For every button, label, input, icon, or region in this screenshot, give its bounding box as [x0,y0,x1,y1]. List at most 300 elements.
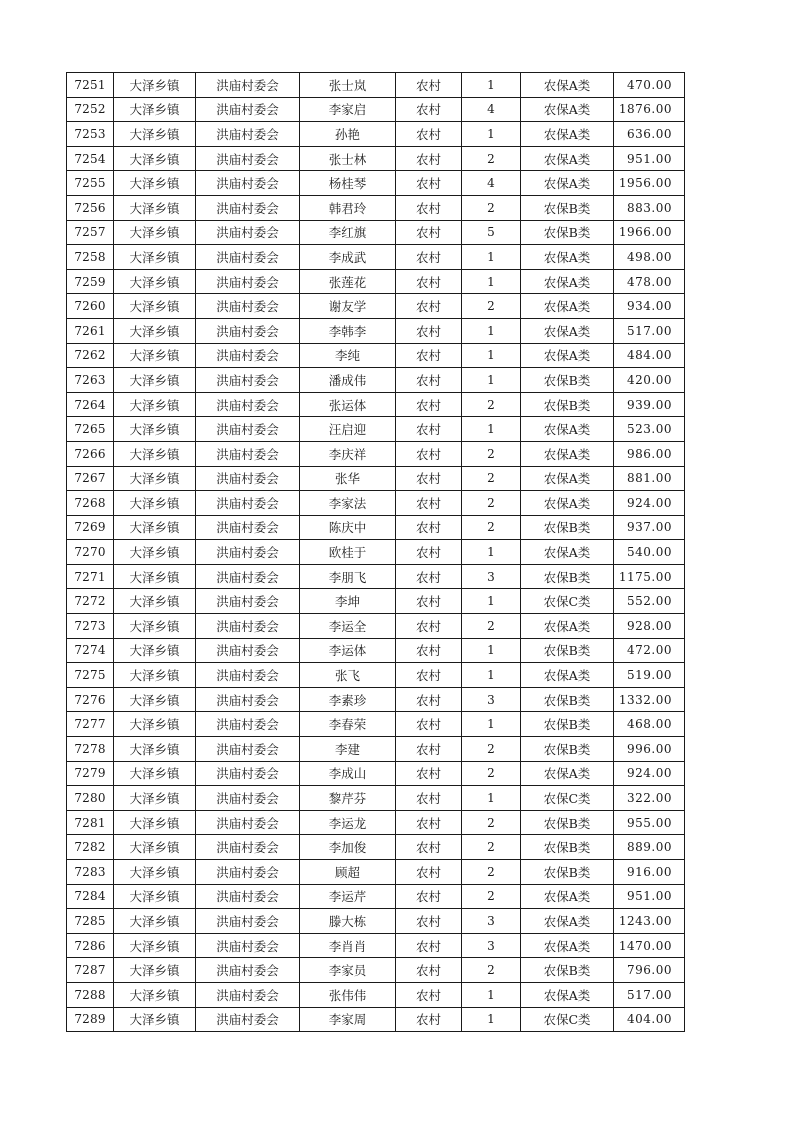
village-committee-cell: 洪庙村委会 [196,589,300,614]
name-cell: 李庆祥 [300,441,396,466]
household-type-cell: 农村 [396,122,462,147]
name-cell: 李家员 [300,958,396,983]
member-count-cell: 1 [462,318,521,343]
amount-cell: 420.00 [614,368,685,393]
village-committee-cell: 洪庙村委会 [196,933,300,958]
table-row [67,515,685,540]
member-count-cell: 2 [462,835,521,860]
table-row [67,392,685,417]
name-cell: 张伟伟 [300,982,396,1007]
household-type-cell: 农村 [396,638,462,663]
amount-cell: 552.00 [614,589,685,614]
member-count-cell: 2 [462,491,521,516]
village-committee-cell: 洪庙村委会 [196,269,300,294]
household-type-cell: 农村 [396,343,462,368]
village-committee-cell: 洪庙村委会 [196,810,300,835]
township-cell: 大泽乡镇 [114,564,196,589]
household-type-cell: 农村 [396,909,462,934]
amount-cell: 955.00 [614,810,685,835]
table-row [67,663,685,688]
table-row [67,860,685,885]
serial-number-cell: 7287 [67,958,114,983]
name-cell: 张莲花 [300,269,396,294]
member-count-cell: 3 [462,933,521,958]
household-type-cell: 农村 [396,515,462,540]
name-cell: 张运体 [300,392,396,417]
serial-number-cell: 7275 [67,663,114,688]
township-cell: 大泽乡镇 [114,540,196,565]
insurance-category-cell: 农保A类 [521,466,614,491]
member-count-cell: 4 [462,171,521,196]
household-type-cell: 农村 [396,589,462,614]
serial-number-cell: 7271 [67,564,114,589]
serial-number-cell: 7255 [67,171,114,196]
member-count-cell: 5 [462,220,521,245]
member-count-cell: 2 [462,466,521,491]
serial-number-cell: 7286 [67,933,114,958]
township-cell: 大泽乡镇 [114,982,196,1007]
table-row [67,810,685,835]
member-count-cell: 2 [462,294,521,319]
table-row [67,73,685,98]
table-row [67,835,685,860]
insurance-category-cell: 农保A类 [521,491,614,516]
amount-cell: 636.00 [614,122,685,147]
township-cell: 大泽乡镇 [114,195,196,220]
serial-number-cell: 7253 [67,122,114,147]
member-count-cell: 2 [462,761,521,786]
township-cell: 大泽乡镇 [114,73,196,98]
member-count-cell: 1 [462,245,521,270]
insurance-category-cell: 农保B类 [521,737,614,762]
serial-number-cell: 7278 [67,737,114,762]
insurance-category-cell: 农保C类 [521,589,614,614]
village-committee-cell: 洪庙村委会 [196,73,300,98]
name-cell: 李春荣 [300,712,396,737]
township-cell: 大泽乡镇 [114,687,196,712]
member-count-cell: 1 [462,1007,521,1032]
household-type-cell: 农村 [396,146,462,171]
name-cell: 顾超 [300,860,396,885]
name-cell: 李韩李 [300,318,396,343]
table-row [67,466,685,491]
village-committee-cell: 洪庙村委会 [196,466,300,491]
name-cell: 李家法 [300,491,396,516]
village-committee-cell: 洪庙村委会 [196,884,300,909]
member-count-cell: 1 [462,269,521,294]
township-cell: 大泽乡镇 [114,392,196,417]
household-type-cell: 农村 [396,171,462,196]
insurance-category-cell: 农保A类 [521,982,614,1007]
member-count-cell: 2 [462,195,521,220]
insurance-category-cell: 农保A类 [521,294,614,319]
insurance-category-cell: 农保B类 [521,810,614,835]
name-cell: 李运芹 [300,884,396,909]
name-cell: 李加俊 [300,835,396,860]
amount-cell: 928.00 [614,614,685,639]
village-committee-cell: 洪庙村委会 [196,97,300,122]
table-row [67,614,685,639]
insurance-category-cell: 农保A类 [521,171,614,196]
amount-cell: 517.00 [614,982,685,1007]
serial-number-cell: 7263 [67,368,114,393]
household-type-cell: 农村 [396,318,462,343]
amount-cell: 498.00 [614,245,685,270]
table-row [67,737,685,762]
serial-number-cell: 7279 [67,761,114,786]
serial-number-cell: 7270 [67,540,114,565]
insurance-category-cell: 农保A类 [521,318,614,343]
insurance-category-cell: 农保A类 [521,761,614,786]
name-cell: 黎芹芬 [300,786,396,811]
village-committee-cell: 洪庙村委会 [196,146,300,171]
table-row [67,884,685,909]
amount-cell: 1956.00 [614,171,685,196]
township-cell: 大泽乡镇 [114,343,196,368]
insurance-category-cell: 农保B类 [521,860,614,885]
township-cell: 大泽乡镇 [114,614,196,639]
table-row [67,564,685,589]
household-type-cell: 农村 [396,810,462,835]
village-committee-cell: 洪庙村委会 [196,786,300,811]
serial-number-cell: 7274 [67,638,114,663]
amount-cell: 1876.00 [614,97,685,122]
amount-cell: 1966.00 [614,220,685,245]
township-cell: 大泽乡镇 [114,933,196,958]
household-type-cell: 农村 [396,761,462,786]
township-cell: 大泽乡镇 [114,1007,196,1032]
insurance-category-cell: 农保A类 [521,73,614,98]
village-committee-cell: 洪庙村委会 [196,663,300,688]
table-row [67,589,685,614]
serial-number-cell: 7252 [67,97,114,122]
amount-cell: 484.00 [614,343,685,368]
member-count-cell: 2 [462,392,521,417]
amount-cell: 1470.00 [614,933,685,958]
insurance-category-cell: 农保A类 [521,884,614,909]
serial-number-cell: 7269 [67,515,114,540]
table-row [67,122,685,147]
member-count-cell: 3 [462,687,521,712]
insurance-category-cell: 农保A类 [521,933,614,958]
amount-cell: 889.00 [614,835,685,860]
township-cell: 大泽乡镇 [114,146,196,171]
village-committee-cell: 洪庙村委会 [196,982,300,1007]
table-row [67,712,685,737]
township-cell: 大泽乡镇 [114,589,196,614]
name-cell: 谢友学 [300,294,396,319]
serial-number-cell: 7273 [67,614,114,639]
name-cell: 张士岚 [300,73,396,98]
insurance-category-cell: 农保B类 [521,564,614,589]
records-table-body [67,73,685,1032]
amount-cell: 519.00 [614,663,685,688]
insurance-category-cell: 农保B类 [521,220,614,245]
village-committee-cell: 洪庙村委会 [196,614,300,639]
village-committee-cell: 洪庙村委会 [196,835,300,860]
member-count-cell: 1 [462,417,521,442]
township-cell: 大泽乡镇 [114,491,196,516]
household-type-cell: 农村 [396,97,462,122]
table-row [67,146,685,171]
village-committee-cell: 洪庙村委会 [196,1007,300,1032]
household-type-cell: 农村 [396,786,462,811]
amount-cell: 1332.00 [614,687,685,712]
township-cell: 大泽乡镇 [114,810,196,835]
table-row [67,294,685,319]
table-row [67,958,685,983]
records-table [66,72,685,1032]
serial-number-cell: 7260 [67,294,114,319]
member-count-cell: 2 [462,441,521,466]
serial-number-cell: 7285 [67,909,114,934]
village-committee-cell: 洪庙村委会 [196,909,300,934]
serial-number-cell: 7261 [67,318,114,343]
insurance-category-cell: 农保B类 [521,687,614,712]
insurance-category-cell: 农保A类 [521,663,614,688]
amount-cell: 472.00 [614,638,685,663]
township-cell: 大泽乡镇 [114,122,196,147]
township-cell: 大泽乡镇 [114,417,196,442]
village-committee-cell: 洪庙村委会 [196,441,300,466]
table-row [67,982,685,1007]
name-cell: 张飞 [300,663,396,688]
township-cell: 大泽乡镇 [114,737,196,762]
household-type-cell: 农村 [396,687,462,712]
insurance-category-cell: 农保A类 [521,909,614,934]
amount-cell: 881.00 [614,466,685,491]
name-cell: 李运体 [300,638,396,663]
household-type-cell: 农村 [396,540,462,565]
township-cell: 大泽乡镇 [114,884,196,909]
township-cell: 大泽乡镇 [114,294,196,319]
serial-number-cell: 7254 [67,146,114,171]
household-type-cell: 农村 [396,933,462,958]
table-row [67,343,685,368]
serial-number-cell: 7251 [67,73,114,98]
member-count-cell: 3 [462,564,521,589]
name-cell: 李肖肖 [300,933,396,958]
village-committee-cell: 洪庙村委会 [196,540,300,565]
amount-cell: 1175.00 [614,564,685,589]
township-cell: 大泽乡镇 [114,638,196,663]
amount-cell: 924.00 [614,761,685,786]
serial-number-cell: 7266 [67,441,114,466]
household-type-cell: 农村 [396,663,462,688]
name-cell: 李建 [300,737,396,762]
village-committee-cell: 洪庙村委会 [196,761,300,786]
serial-number-cell: 7284 [67,884,114,909]
village-committee-cell: 洪庙村委会 [196,638,300,663]
member-count-cell: 2 [462,146,521,171]
village-committee-cell: 洪庙村委会 [196,220,300,245]
name-cell: 韩君玲 [300,195,396,220]
member-count-cell: 1 [462,589,521,614]
township-cell: 大泽乡镇 [114,860,196,885]
table-row [67,97,685,122]
name-cell: 欧桂于 [300,540,396,565]
name-cell: 李坤 [300,589,396,614]
member-count-cell: 1 [462,982,521,1007]
household-type-cell: 农村 [396,712,462,737]
village-committee-cell: 洪庙村委会 [196,195,300,220]
member-count-cell: 2 [462,515,521,540]
township-cell: 大泽乡镇 [114,786,196,811]
serial-number-cell: 7256 [67,195,114,220]
insurance-category-cell: 农保B类 [521,712,614,737]
township-cell: 大泽乡镇 [114,97,196,122]
table-row [67,245,685,270]
amount-cell: 478.00 [614,269,685,294]
amount-cell: 939.00 [614,392,685,417]
amount-cell: 404.00 [614,1007,685,1032]
village-committee-cell: 洪庙村委会 [196,737,300,762]
table-row [67,171,685,196]
amount-cell: 996.00 [614,737,685,762]
table-row [67,909,685,934]
member-count-cell: 1 [462,638,521,663]
household-type-cell: 农村 [396,417,462,442]
name-cell: 陈庆中 [300,515,396,540]
name-cell: 李朋飞 [300,564,396,589]
amount-cell: 951.00 [614,884,685,909]
name-cell: 汪启迎 [300,417,396,442]
name-cell: 李纯 [300,343,396,368]
household-type-cell: 农村 [396,73,462,98]
insurance-category-cell: 农保A类 [521,614,614,639]
village-committee-cell: 洪庙村委会 [196,368,300,393]
member-count-cell: 2 [462,737,521,762]
township-cell: 大泽乡镇 [114,441,196,466]
name-cell: 杨桂琴 [300,171,396,196]
member-count-cell: 3 [462,909,521,934]
insurance-category-cell: 农保B类 [521,835,614,860]
insurance-category-cell: 农保A类 [521,343,614,368]
insurance-category-cell: 农保A类 [521,245,614,270]
insurance-category-cell: 农保A类 [521,146,614,171]
amount-cell: 796.00 [614,958,685,983]
township-cell: 大泽乡镇 [114,466,196,491]
village-committee-cell: 洪庙村委会 [196,958,300,983]
serial-number-cell: 7281 [67,810,114,835]
village-committee-cell: 洪庙村委会 [196,564,300,589]
name-cell: 李运龙 [300,810,396,835]
insurance-category-cell: 农保A类 [521,417,614,442]
table-row [67,318,685,343]
table-row [67,417,685,442]
village-committee-cell: 洪庙村委会 [196,417,300,442]
household-type-cell: 农村 [396,269,462,294]
serial-number-cell: 7277 [67,712,114,737]
serial-number-cell: 7268 [67,491,114,516]
insurance-category-cell: 农保B类 [521,958,614,983]
township-cell: 大泽乡镇 [114,712,196,737]
amount-cell: 986.00 [614,441,685,466]
serial-number-cell: 7288 [67,982,114,1007]
serial-number-cell: 7267 [67,466,114,491]
household-type-cell: 农村 [396,835,462,860]
member-count-cell: 1 [462,343,521,368]
insurance-category-cell: 农保A类 [521,269,614,294]
township-cell: 大泽乡镇 [114,761,196,786]
name-cell: 李成山 [300,761,396,786]
township-cell: 大泽乡镇 [114,269,196,294]
name-cell: 潘成伟 [300,368,396,393]
serial-number-cell: 7264 [67,392,114,417]
name-cell: 孙艳 [300,122,396,147]
village-committee-cell: 洪庙村委会 [196,294,300,319]
table-row [67,269,685,294]
amount-cell: 951.00 [614,146,685,171]
insurance-category-cell: 农保B类 [521,368,614,393]
insurance-category-cell: 农保A类 [521,122,614,147]
name-cell: 李运全 [300,614,396,639]
household-type-cell: 农村 [396,884,462,909]
member-count-cell: 2 [462,614,521,639]
household-type-cell: 农村 [396,1007,462,1032]
township-cell: 大泽乡镇 [114,171,196,196]
name-cell: 李家启 [300,97,396,122]
household-type-cell: 农村 [396,195,462,220]
household-type-cell: 农村 [396,220,462,245]
table-row [67,761,685,786]
insurance-category-cell: 农保B类 [521,195,614,220]
serial-number-cell: 7262 [67,343,114,368]
insurance-category-cell: 农保B类 [521,515,614,540]
household-type-cell: 农村 [396,294,462,319]
serial-number-cell: 7272 [67,589,114,614]
amount-cell: 934.00 [614,294,685,319]
name-cell: 李红旗 [300,220,396,245]
insurance-category-cell: 农保A类 [521,540,614,565]
member-count-cell: 1 [462,122,521,147]
household-type-cell: 农村 [396,245,462,270]
township-cell: 大泽乡镇 [114,515,196,540]
amount-cell: 523.00 [614,417,685,442]
name-cell: 张士林 [300,146,396,171]
township-cell: 大泽乡镇 [114,958,196,983]
amount-cell: 883.00 [614,195,685,220]
member-count-cell: 2 [462,884,521,909]
village-committee-cell: 洪庙村委会 [196,122,300,147]
household-type-cell: 农村 [396,737,462,762]
township-cell: 大泽乡镇 [114,663,196,688]
village-committee-cell: 洪庙村委会 [196,491,300,516]
village-committee-cell: 洪庙村委会 [196,245,300,270]
serial-number-cell: 7282 [67,835,114,860]
serial-number-cell: 7283 [67,860,114,885]
name-cell: 李家周 [300,1007,396,1032]
insurance-category-cell: 农保C类 [521,1007,614,1032]
name-cell: 李成武 [300,245,396,270]
township-cell: 大泽乡镇 [114,368,196,393]
household-type-cell: 农村 [396,491,462,516]
township-cell: 大泽乡镇 [114,909,196,934]
serial-number-cell: 7280 [67,786,114,811]
serial-number-cell: 7257 [67,220,114,245]
township-cell: 大泽乡镇 [114,318,196,343]
insurance-category-cell: 农保C类 [521,786,614,811]
household-type-cell: 农村 [396,392,462,417]
insurance-category-cell: 农保A类 [521,441,614,466]
amount-cell: 1243.00 [614,909,685,934]
table-row [67,933,685,958]
serial-number-cell: 7259 [67,269,114,294]
serial-number-cell: 7258 [67,245,114,270]
insurance-category-cell: 农保B类 [521,638,614,663]
village-committee-cell: 洪庙村委会 [196,171,300,196]
table-row [67,786,685,811]
